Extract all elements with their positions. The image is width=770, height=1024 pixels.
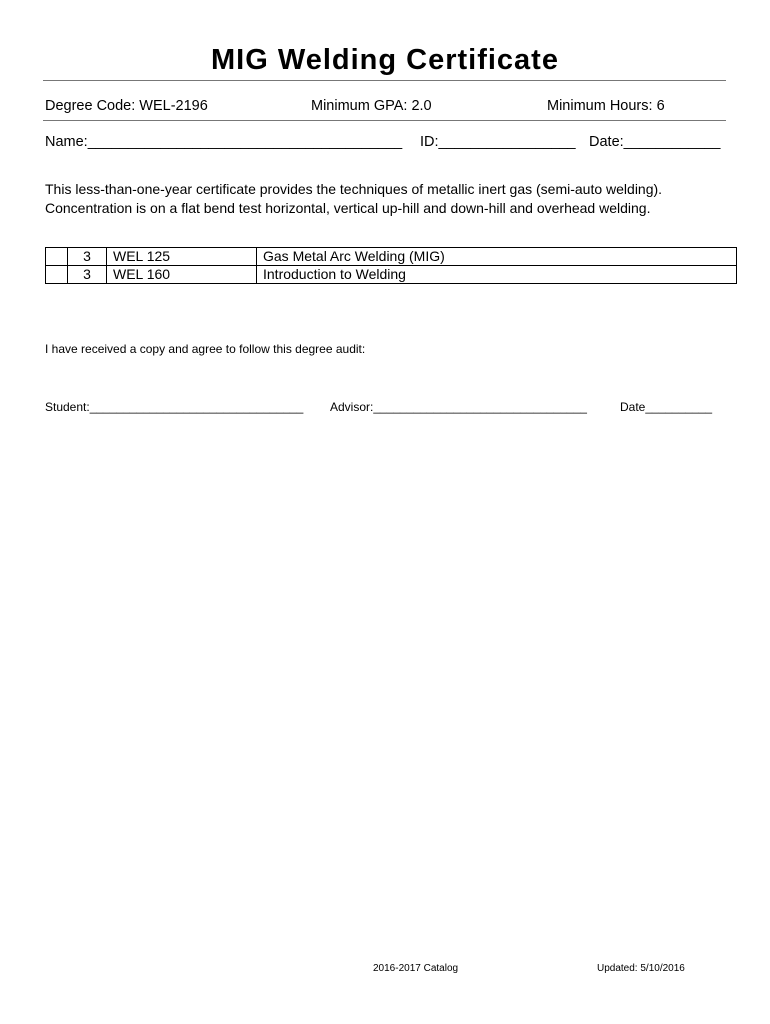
name-field[interactable]: Name:_______________________________________ [45, 134, 403, 150]
course-title: Gas Metal Arc Welding (MIG) [257, 248, 737, 266]
updated-date: Updated: 5/10/2016 [597, 963, 685, 974]
course-credits: 3 [68, 266, 107, 284]
minimum-gpa: Minimum GPA: 2.0 [311, 98, 432, 114]
agreement-statement: I have received a copy and agree to follow this degree audit: [45, 342, 366, 356]
certificate-description [45, 180, 735, 218]
table-row [46, 266, 737, 284]
student-signature-field[interactable]: Student:________________________________ [45, 400, 304, 414]
minimum-hours: Minimum Hours: 6 [547, 98, 665, 114]
info-divider [43, 120, 726, 121]
degree-code: Degree Code: WEL-2196 [45, 98, 208, 114]
course-table [45, 247, 737, 284]
course-check-cell[interactable] [46, 266, 68, 284]
title-divider [43, 80, 726, 81]
course-title: Introduction to Welding [257, 266, 737, 284]
description-line: This less-than-one-year certificate provides the techniques of metallic inert gas (semi-auto welding). [45, 181, 663, 197]
course-check-cell[interactable] [46, 248, 68, 266]
course-code: WEL 125 [107, 248, 257, 266]
id-field[interactable]: ID:_________________ [420, 134, 576, 150]
course-credits: 3 [68, 248, 107, 266]
table-row [46, 248, 737, 266]
description-line: Concentration is on a flat bend test horizontal, vertical up-hill and down-hill and overhead welding. [45, 200, 651, 216]
course-code: WEL 160 [107, 266, 257, 284]
catalog-year: 2016-2017 Catalog [373, 963, 459, 974]
date-field[interactable]: Date:____________ [589, 134, 721, 150]
signature-date-field[interactable]: Date__________ [620, 400, 713, 414]
advisor-signature-field[interactable]: Advisor:________________________________ [330, 400, 587, 414]
certificate-title: MIG Welding Certificate [211, 44, 559, 76]
